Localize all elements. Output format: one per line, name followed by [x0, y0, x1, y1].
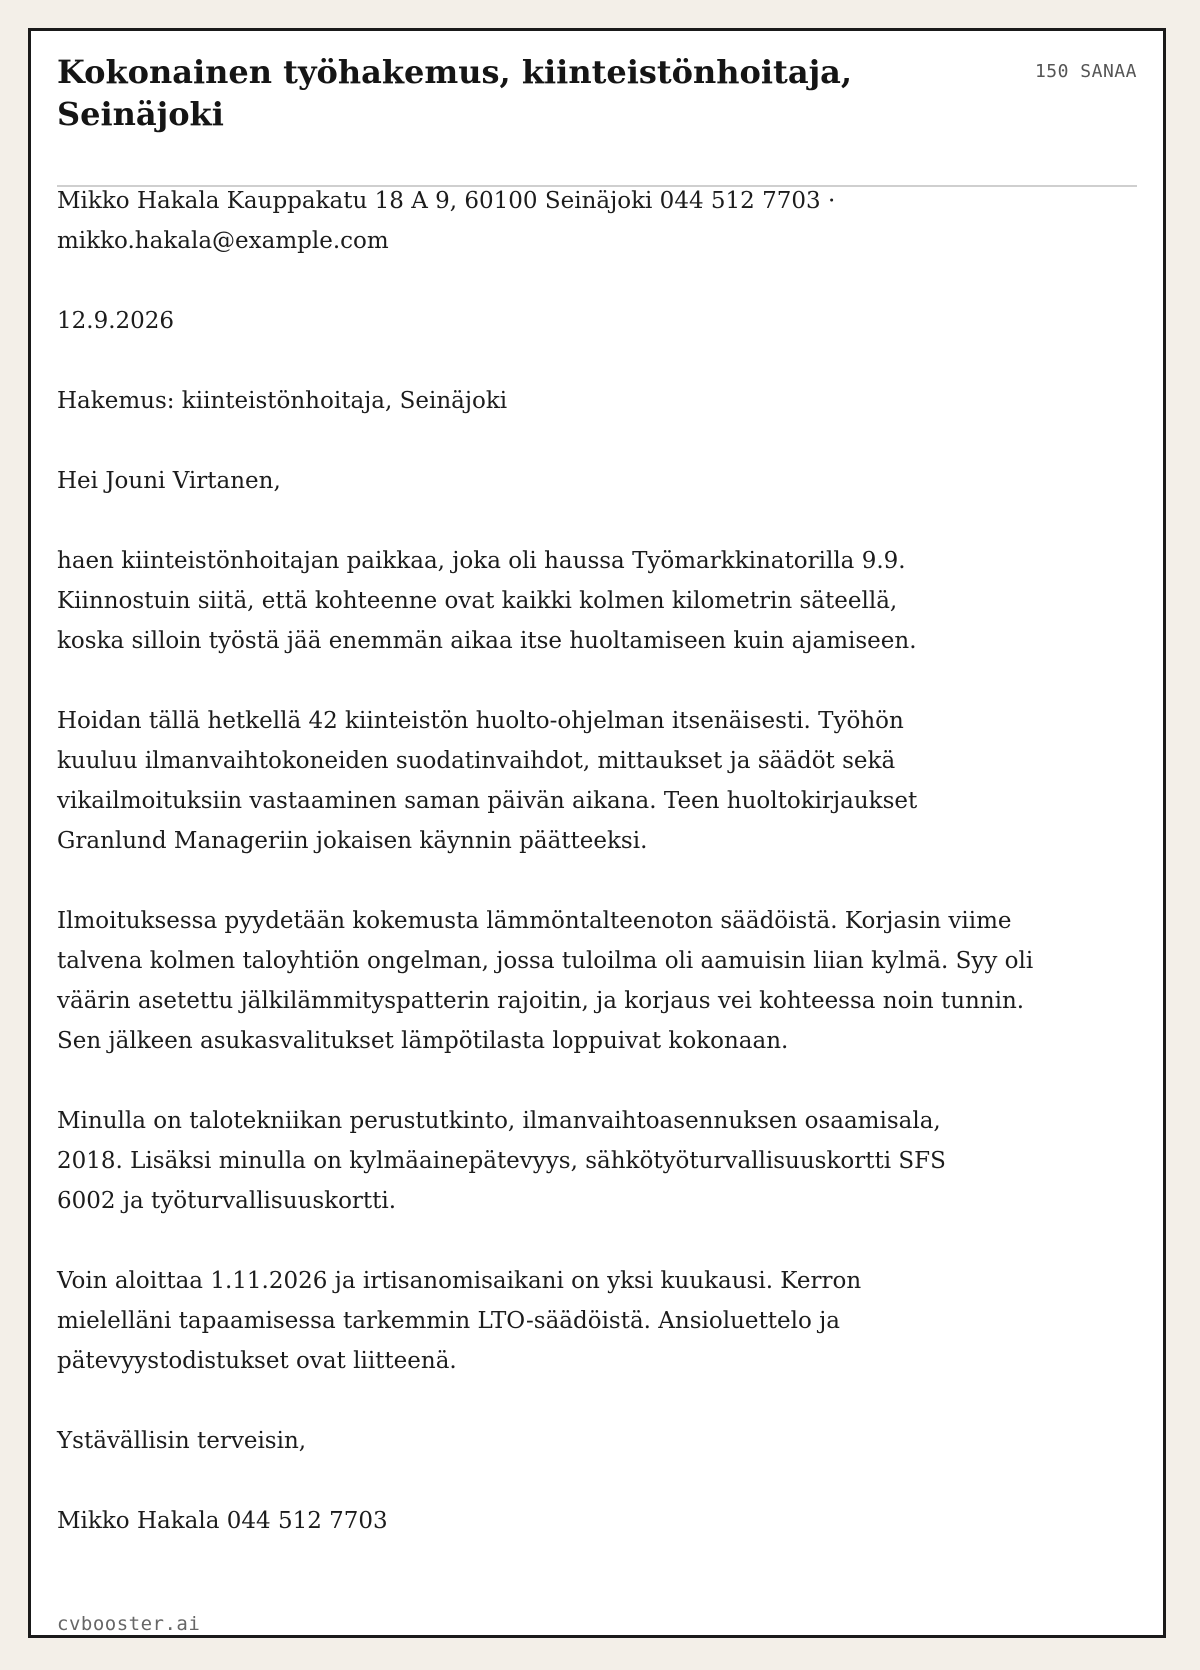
body-paragraph-1: haen kiinteistönhoitajan paikkaa, joka oli haussa Työmarkkinatorilla 9.9. Kiinnostuin siitä, että kohteenne ovat kaikki kolmen kilometrin säteellä, koska silloin työstä jää enemmän aikaa itse huoltamiseen kuin ajamiseen.: [57, 548, 917, 654]
document-title: Kokonainen työhakemus, kiinteistönhoitaja, Seinäjoki: [57, 53, 853, 133]
contact-line: Mikko Hakala Kauppakatu 18 A 9, 60100 Seinäjoki 044 512 7703 · mikko.hakala@example.com: [57, 188, 836, 254]
body-paragraph-4: Minulla on talotekniikan perustutkinto, ilmanvaihtoasennuksen osaamisala, 2018. Lisäksi minulla on kylmäainepätevyys, sähkötyöturvallisuuskortti SFS 6002 ja työturvallisuuskortti.: [57, 1108, 946, 1214]
body-paragraph-3: Ilmoituksessa pyydetään kokemusta lämmöntalteenoton säädöistä. Korjasin viime talvena kolmen taloyhtiön ongelman, jossa tuloilma oli aamuisin liian kylmä. Syy oli väärin asetettu jälkilämmityspatterin rajoitin, ja korjaus vei kohteessa noin tunnin. Sen jälkeen asukasvalitukset lämpötilasta loppuivat kokonaan.: [57, 908, 1034, 1054]
letter-date: 12.9.2026: [57, 308, 175, 334]
body-paragraph-5: Voin aloittaa 1.11.2026 ja irtisanomisaikani on yksi kuukausi. Kerron mielelläni tapaamisessa tarkemmin LTO-säädöistä. Ansioluettelo ja pätevyystodistukset ovat liitteenä.: [57, 1268, 862, 1374]
body-paragraph-2: Hoidan tällä hetkellä 42 kiinteistön huolto-ohjelman itsenäisesti. Työhön kuuluu ilmanvaihtokoneiden suodatinvaihdot, mittaukset ja säädöt sekä vikailmoituksiin vastaaminen saman päivän aikana. Teen huoltokirjaukset Granlund Manageriin jokaisen käynnin päätteeksi.: [57, 708, 918, 854]
letter-subject: Hakemus: kiinteistönhoitaja, Seinäjoki: [57, 388, 508, 414]
letter-closing: Ystävällisin terveisin,: [57, 1428, 307, 1454]
letter-signature: Mikko Hakala 044 512 7703: [57, 1508, 388, 1534]
letter-greeting: Hei Jouni Virtanen,: [57, 468, 281, 494]
footer-brand: cvbooster.ai: [57, 1613, 201, 1635]
word-count-badge: 150 SANAA: [1034, 61, 1137, 82]
letter-card: [28, 28, 1166, 1638]
letter-header: [57, 51, 1137, 187]
letter-body: [57, 181, 1077, 1581]
